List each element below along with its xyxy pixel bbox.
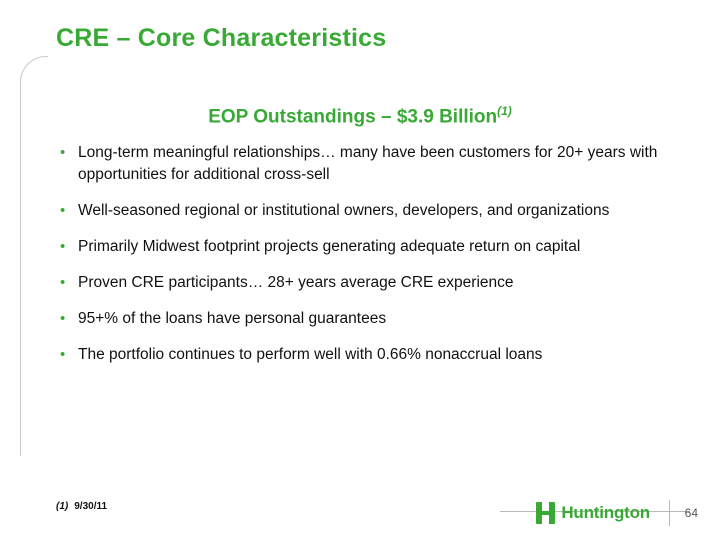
list-item-text: 95+% of the loans have personal guarantees — [78, 310, 387, 327]
list-item — [56, 142, 684, 186]
list-item-text: Proven CRE participants… 28+ years average CRE experience — [78, 274, 514, 291]
bullet-icon: • — [60, 346, 66, 363]
huntington-logo — [536, 502, 650, 524]
list-item — [56, 344, 684, 366]
logo-wordmark: Huntington — [561, 503, 650, 522]
list-item-text: Long-term meaningful relationships… many have been customers for 20+ years with opportunities for additional cross-sell — [78, 144, 658, 183]
list-item — [56, 308, 684, 330]
huntington-mark-icon — [536, 502, 555, 524]
list-item — [56, 236, 684, 258]
bullet-icon: • — [60, 202, 66, 219]
footnote-marker: (1) — [56, 501, 69, 512]
list-item-text: Well-seasoned regional or institutional owners, developers, and organizations — [78, 202, 610, 219]
list-item-text: The portfolio continues to perform well with 0.66% nonaccrual loans — [78, 346, 543, 363]
subtitle-footnote-marker: (1) — [497, 104, 512, 118]
list-item — [56, 200, 684, 222]
bullet-icon: • — [60, 144, 66, 161]
list-item-text: Primarily Midwest footprint projects generating adequate return on capital — [78, 238, 581, 255]
footnote — [56, 501, 107, 512]
list-item — [56, 272, 684, 294]
bullet-icon: • — [60, 274, 66, 291]
subtitle-text: EOP Outstandings – $3.9 Billion — [208, 106, 498, 128]
page-number-divider — [669, 500, 670, 526]
footnote-text: 9/30/11 — [74, 501, 108, 512]
subtitle-container — [0, 104, 720, 128]
subtitle — [208, 104, 512, 128]
bullet-icon: • — [60, 238, 66, 255]
bullet-list — [56, 142, 684, 380]
page-number: 64 — [684, 506, 698, 520]
bullet-icon: • — [60, 310, 66, 327]
page-title: CRE – Core Characteristics — [56, 24, 387, 52]
